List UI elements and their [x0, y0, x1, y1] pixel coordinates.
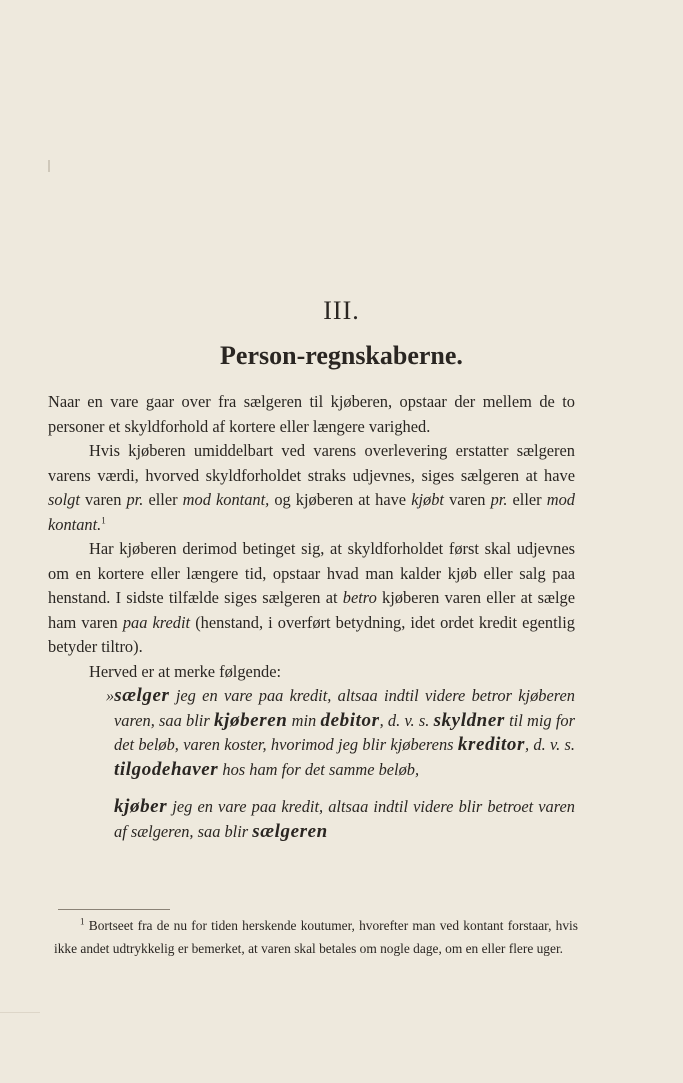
chapter-number: III.	[323, 296, 360, 325]
text: jeg en vare paa kredit, altsaa indtil videre blir betroet varen af sælgeren, saa blir	[114, 797, 575, 841]
quote-mark: »	[106, 686, 115, 705]
emphasis: betro	[342, 588, 377, 607]
text: Har kjøberen derimod betinget sig, at skyldforholdet først skal udjevnes om en kortere eller længere tid, opstaar hvad man kalder kjøb eller salg paa henstand. I sidste tilfælde siges sælgeren at	[48, 539, 575, 607]
page-title: Person-regnskaberne.	[220, 341, 463, 370]
margin-mark	[48, 160, 50, 172]
text: hos ham for det samme beløb,	[222, 759, 420, 779]
text: min	[291, 710, 317, 730]
text: og kjøberen at have	[274, 490, 407, 509]
footnote-divider	[58, 909, 170, 910]
footnote-ref: 1	[101, 515, 106, 526]
paragraph: Herved er at merke følgende:	[89, 661, 282, 681]
footnote-body: Bortseet fra de nu for tiden herskende koutumer, hvorefter man ved kontant forstaar, hvis ikke andet udtrykkelig er bemerket, at varen skal betales om nogle dage, om en eller flere uger.	[54, 918, 578, 956]
paragraph	[48, 537, 575, 660]
text: til mig for det beløb, varen koster, hvorimod jeg blir kjøberens	[114, 710, 575, 754]
keyword: debitor	[320, 709, 380, 731]
footnote	[54, 914, 578, 960]
quote	[48, 684, 575, 782]
emphasis: solgt	[48, 490, 80, 509]
text: (henstand, i overført betydning, idet ordet kredit egentlig betyder tiltro).	[48, 612, 575, 656]
keyword: sælger	[114, 685, 170, 706]
keyword: sælgeren	[252, 820, 328, 842]
emphasis: mod kontant,	[182, 490, 270, 509]
emphasis: pr.	[490, 490, 508, 509]
keyword: kjøber	[114, 796, 168, 817]
text: varen	[449, 490, 486, 509]
text: Hvis kjøberen umiddelbart ved varens overlevering erstatter sælgeren varens værdi, hvorved skyldforholdet straks udjevnes, siges sælgeren at have	[48, 441, 575, 485]
paragraph	[48, 439, 575, 537]
paragraph: Naar en vare gaar over fra sælgeren til kjøberen, opstaar der mellem de to personer et skyldforhold af kortere eller længere varighed.	[48, 392, 575, 436]
text: kjøberen varen eller at sælge ham varen	[48, 588, 575, 632]
text: jeg en vare paa kredit, altsaa indtil videre betror kjøberen varen, saa blir	[114, 686, 575, 730]
keyword: skyldner	[433, 709, 505, 731]
emphasis: kjøbt	[411, 490, 444, 509]
keyword: kreditor	[457, 734, 525, 755]
text: , d. v. s.	[524, 735, 575, 754]
quote	[48, 795, 575, 844]
emphasis: paa kredit	[122, 612, 191, 632]
keyword: tilgodehaver	[114, 758, 219, 780]
margin-mark	[0, 1012, 40, 1013]
keyword: kjøberen	[213, 709, 288, 731]
footnote-text	[54, 914, 578, 960]
emphasis: pr.	[126, 490, 144, 509]
text: eller	[148, 490, 178, 509]
footnote-number: 1	[80, 916, 85, 927]
text: , d. v. s.	[379, 710, 430, 730]
body-text	[48, 390, 575, 844]
emphasis: mod kontant.	[48, 490, 575, 534]
text: eller	[512, 490, 542, 509]
text: varen	[84, 490, 122, 509]
